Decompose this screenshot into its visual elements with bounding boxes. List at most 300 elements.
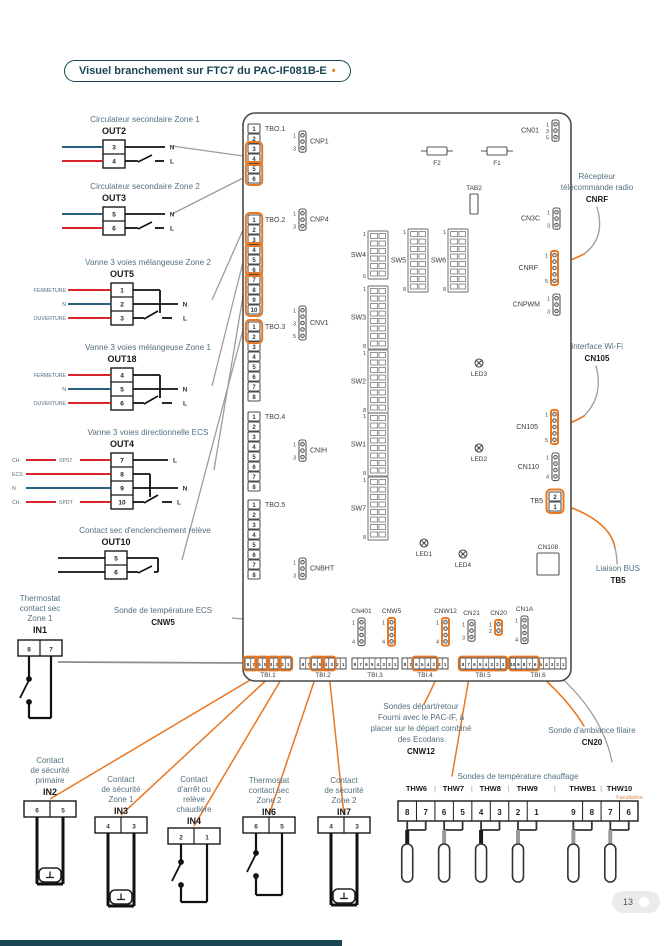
svg-text:2: 2: [179, 834, 183, 842]
svg-text:10: 10: [118, 499, 126, 507]
in-diagram-IN7: [318, 776, 370, 905]
svg-text:de sécurité: de sécurité: [101, 785, 141, 794]
svg-text:5: 5: [252, 455, 256, 461]
in-diagram-IN6: [243, 776, 295, 895]
title-bullet-icon: •: [331, 65, 336, 77]
svg-text:4: 4: [545, 474, 549, 481]
svg-text:6: 6: [252, 268, 256, 274]
svg-text:3: 3: [546, 309, 550, 316]
svg-text:3: 3: [120, 315, 124, 323]
svg-text:2: 2: [553, 495, 557, 501]
svg-text:TAB2: TAB2: [466, 185, 482, 192]
svg-text:1: 1: [488, 622, 492, 629]
svg-text:N: N: [62, 387, 66, 393]
svg-text:|: |: [507, 784, 510, 793]
svg-text:10: 10: [510, 662, 516, 667]
svg-text:TBO.1: TBO.1: [265, 126, 286, 133]
svg-text:SW6: SW6: [430, 257, 446, 265]
svg-text:3: 3: [461, 635, 465, 642]
svg-text:IN4: IN4: [186, 816, 202, 826]
svg-text:8: 8: [405, 808, 410, 817]
svg-text:1: 1: [544, 412, 548, 419]
svg-text:3: 3: [252, 435, 256, 441]
svg-text:IN6: IN6: [261, 807, 277, 817]
svg-text:Contact: Contact: [330, 776, 358, 785]
svg-text:7: 7: [120, 457, 124, 465]
svg-text:Sonde d'ambiance filaire: Sonde d'ambiance filaire: [548, 726, 636, 735]
svg-text:OUT5: OUT5: [109, 269, 135, 279]
svg-text:CH.: CH.: [12, 500, 21, 506]
svg-text:IN7: IN7: [336, 807, 352, 817]
in-diagram-IN3: [95, 775, 147, 906]
svg-text:6: 6: [441, 808, 447, 817]
svg-text:1: 1: [553, 505, 557, 511]
page-number-badge: [612, 891, 660, 913]
svg-text:3: 3: [355, 823, 359, 831]
svg-text:TBO.4: TBO.4: [265, 414, 286, 421]
svg-text:OUVERTURE: OUVERTURE: [33, 401, 66, 407]
out-diagram-OUT5: [34, 258, 212, 325]
svg-text:6: 6: [252, 375, 256, 381]
page-title-text: Visuel branchement sur FTC7 du PAC-IF081B-E: [79, 65, 327, 77]
callout-cnw5: [114, 606, 212, 627]
svg-text:ECS: ECS: [12, 472, 23, 478]
svg-text:3: 3: [252, 523, 256, 529]
in-diagram-IN1: [18, 594, 62, 718]
svg-text:2: 2: [556, 662, 559, 667]
svg-text:1: 1: [546, 210, 550, 217]
svg-text:9: 9: [571, 808, 576, 817]
svg-text:5: 5: [120, 386, 124, 394]
svg-text:3: 3: [292, 573, 296, 580]
svg-text:CNW5: CNW5: [151, 618, 175, 627]
in-diagram-IN2: [24, 756, 76, 884]
svg-text:1: 1: [501, 662, 505, 667]
svg-text:2: 2: [252, 228, 256, 234]
svg-text:CN110: CN110: [517, 463, 539, 471]
svg-text:1: 1: [362, 414, 366, 420]
svg-text:Zone 2: Zone 2: [331, 796, 357, 805]
svg-text:THW8: THW8: [479, 784, 501, 793]
svg-text:L: L: [183, 315, 187, 323]
svg-text:SW5: SW5: [390, 257, 406, 265]
svg-text:Thermostat: Thermostat: [248, 776, 290, 785]
svg-text:IN1: IN1: [32, 625, 48, 635]
svg-text:L: L: [183, 400, 187, 408]
svg-text:8: 8: [252, 485, 256, 491]
svg-text:5: 5: [292, 334, 296, 341]
svg-text:7: 7: [307, 662, 310, 667]
svg-text:2: 2: [336, 662, 339, 667]
svg-text:CNRF: CNRF: [585, 195, 609, 204]
svg-text:des Ecodans: des Ecodans: [397, 735, 445, 744]
svg-text:CN01: CN01: [521, 127, 539, 135]
svg-text:6: 6: [254, 823, 258, 831]
svg-text:1: 1: [362, 351, 366, 357]
svg-text:8: 8: [461, 662, 465, 667]
svg-text:1: 1: [362, 478, 366, 484]
svg-text:4: 4: [514, 637, 518, 644]
svg-text:5: 5: [478, 662, 482, 667]
svg-text:5: 5: [263, 662, 267, 667]
footer-accent-bar: [0, 940, 342, 946]
svg-text:N: N: [169, 144, 175, 152]
svg-text:Contact: Contact: [180, 775, 208, 784]
svg-text:LED3: LED3: [470, 371, 488, 378]
svg-text:CNBHT: CNBHT: [310, 565, 335, 573]
svg-text:Sonde de température ECS: Sonde de température ECS: [113, 606, 213, 615]
svg-text:Zone 2: Zone 2: [256, 796, 282, 805]
svg-text:TBO.2: TBO.2: [265, 217, 286, 224]
out-diagram-OUT3: [62, 182, 200, 235]
svg-text:CN401: CN401: [351, 608, 372, 615]
svg-text:1: 1: [514, 618, 518, 625]
svg-text:4: 4: [478, 808, 484, 817]
svg-text:Liaison BUS: Liaison BUS: [595, 564, 641, 573]
svg-text:CN105: CN105: [584, 354, 610, 363]
svg-text:L: L: [170, 225, 174, 233]
svg-text:THW6: THW6: [405, 784, 428, 793]
svg-text:7: 7: [252, 385, 256, 391]
svg-text:CNP4: CNP4: [310, 216, 329, 224]
svg-text:8: 8: [362, 471, 366, 477]
svg-text:TBO.3: TBO.3: [265, 324, 286, 331]
svg-text:8: 8: [402, 287, 406, 293]
svg-text:SPST: SPST: [59, 458, 73, 464]
svg-text:8: 8: [252, 288, 256, 294]
svg-text:6: 6: [114, 569, 118, 577]
svg-text:TBI.6: TBI.6: [530, 672, 546, 679]
svg-text:4: 4: [545, 662, 548, 667]
svg-text:3: 3: [292, 224, 296, 231]
svg-text:7: 7: [409, 662, 412, 667]
svg-text:4: 4: [484, 662, 488, 667]
svg-text:1: 1: [341, 662, 345, 667]
svg-text:3: 3: [382, 662, 385, 667]
svg-text:1: 1: [120, 287, 124, 295]
svg-text:9: 9: [120, 485, 124, 493]
svg-text:8: 8: [362, 408, 366, 414]
svg-text:1: 1: [435, 620, 439, 627]
svg-text:6: 6: [415, 662, 418, 667]
svg-text:1: 1: [534, 808, 539, 817]
svg-text:TBI.1: TBI.1: [260, 672, 276, 679]
svg-text:THW7: THW7: [442, 784, 465, 793]
svg-text:placer sur le départ combiné: placer sur le départ combiné: [370, 724, 472, 733]
svg-text:6: 6: [626, 808, 631, 817]
svg-text:4: 4: [106, 823, 110, 831]
svg-text:4: 4: [329, 823, 333, 831]
svg-text:OUT3: OUT3: [101, 193, 127, 203]
svg-text:CN20: CN20: [490, 610, 507, 617]
svg-text:8: 8: [353, 662, 357, 667]
svg-text:télécommande radio: télécommande radio: [560, 183, 634, 192]
svg-text:Contact: Contact: [36, 756, 64, 765]
svg-text:1: 1: [292, 133, 296, 140]
svg-text:N: N: [182, 386, 188, 394]
svg-text:TBO.5: TBO.5: [265, 502, 286, 509]
svg-text:1: 1: [351, 620, 355, 627]
svg-text:5: 5: [318, 662, 322, 667]
svg-text:3: 3: [490, 662, 493, 667]
svg-text:CNRF: CNRF: [518, 265, 538, 272]
svg-text:N: N: [169, 211, 175, 219]
svg-text:6: 6: [313, 662, 316, 667]
svg-text:TBI.5: TBI.5: [475, 672, 491, 679]
svg-text:8: 8: [246, 662, 250, 667]
svg-text:LED4: LED4: [454, 562, 472, 569]
svg-text:OUVERTURE: OUVERTURE: [33, 316, 66, 322]
svg-text:3: 3: [292, 455, 296, 462]
svg-text:1: 1: [545, 455, 549, 462]
svg-text:N: N: [62, 302, 66, 308]
svg-text:9: 9: [517, 662, 520, 667]
svg-text:3: 3: [252, 147, 256, 153]
svg-text:5: 5: [545, 135, 549, 142]
svg-text:OUT2: OUT2: [101, 126, 127, 136]
svg-text:de sécurité: de sécurité: [30, 766, 70, 775]
svg-text:Vanne 3 voies mélangeuse Zone: Vanne 3 voies mélangeuse Zone 2: [85, 258, 211, 267]
svg-text:5: 5: [460, 808, 465, 817]
svg-text:TB5: TB5: [610, 576, 626, 585]
out-diagram-OUT2: [62, 115, 200, 168]
svg-text:4: 4: [435, 639, 439, 646]
svg-text:CNV1: CNV1: [310, 320, 329, 327]
svg-text:6: 6: [533, 662, 537, 667]
svg-text:CNW12: CNW12: [434, 608, 457, 615]
svg-text:1: 1: [252, 415, 256, 421]
svg-text:6: 6: [252, 177, 256, 183]
svg-text:7: 7: [49, 646, 53, 654]
page-number: 13: [622, 897, 633, 907]
svg-text:8: 8: [403, 662, 407, 667]
svg-text:TBI.2: TBI.2: [315, 672, 331, 679]
svg-text:CNPWM: CNPWM: [512, 301, 540, 309]
callout-tb5: [596, 564, 640, 585]
svg-text:IN2: IN2: [42, 787, 58, 797]
svg-text:Sondes départ/retour: Sondes départ/retour: [383, 702, 459, 711]
svg-text:8: 8: [252, 573, 256, 579]
callout-cn20: [548, 726, 636, 747]
svg-text:CNW5: CNW5: [381, 608, 402, 615]
svg-text:Fourni avec le PAC-IF, à: Fourni avec le PAC-IF, à: [377, 713, 465, 722]
svg-text:4: 4: [252, 157, 256, 163]
svg-text:3: 3: [275, 662, 278, 667]
svg-text:1: 1: [292, 442, 296, 449]
svg-text:1: 1: [286, 662, 290, 667]
svg-text:4: 4: [376, 662, 380, 667]
svg-text:CNW12: CNW12: [406, 747, 436, 756]
svg-text:N: N: [12, 486, 16, 492]
svg-text:F1: F1: [493, 160, 501, 167]
svg-text:5: 5: [280, 823, 284, 831]
svg-text:8: 8: [120, 471, 124, 479]
svg-text:contact sec: contact sec: [19, 604, 61, 613]
svg-text:8: 8: [301, 662, 305, 667]
svg-text:N: N: [182, 485, 188, 493]
svg-text:2: 2: [438, 662, 441, 667]
svg-text:L: L: [177, 499, 181, 507]
svg-text:THW10: THW10: [606, 784, 633, 793]
svg-text:FERMETURE: FERMETURE: [33, 373, 66, 379]
svg-text:9: 9: [252, 298, 256, 304]
svg-text:4: 4: [381, 639, 385, 646]
svg-text:8: 8: [522, 662, 526, 667]
svg-text:8: 8: [252, 395, 256, 401]
svg-text:CN3C: CN3C: [520, 215, 540, 223]
svg-text:Interface Wi-Fi: Interface Wi-Fi: [570, 342, 624, 351]
svg-text:7: 7: [252, 563, 256, 569]
svg-text:2: 2: [388, 662, 391, 667]
svg-text:6: 6: [252, 465, 256, 471]
svg-text:SPDT: SPDT: [59, 500, 73, 506]
svg-text:3: 3: [330, 662, 333, 667]
svg-text:THW9: THW9: [516, 784, 538, 793]
svg-text:7: 7: [423, 808, 428, 817]
svg-text:relève: relève: [183, 795, 205, 804]
svg-text:Récepteur: Récepteur: [578, 172, 616, 181]
svg-text:3: 3: [112, 144, 116, 152]
svg-text:CN20: CN20: [581, 738, 603, 747]
svg-text:2: 2: [488, 628, 492, 635]
svg-text:2: 2: [252, 137, 256, 143]
svg-text:8: 8: [362, 535, 366, 541]
svg-text:OUT18: OUT18: [107, 354, 137, 364]
svg-text:7: 7: [359, 662, 362, 667]
svg-text:Circulateur secondaire Zone 1: Circulateur secondaire Zone 1: [90, 115, 200, 124]
svg-text:4: 4: [252, 445, 256, 451]
svg-text:CH.: CH.: [12, 458, 21, 464]
svg-text:L: L: [170, 158, 174, 166]
svg-text:4: 4: [252, 248, 256, 254]
svg-text:Circulateur secondaire Zone 2: Circulateur secondaire Zone 2: [90, 182, 200, 191]
svg-text:Zone 1: Zone 1: [27, 614, 53, 623]
out-diagram-OUT18: [34, 343, 212, 410]
svg-text:LED1: LED1: [415, 551, 433, 558]
svg-text:SW4: SW4: [350, 252, 366, 259]
svg-text:SW7: SW7: [350, 505, 366, 513]
svg-text:1: 1: [393, 662, 397, 667]
svg-text:8: 8: [442, 287, 446, 293]
svg-text:1: 1: [381, 620, 385, 627]
svg-text:8: 8: [27, 646, 31, 654]
svg-text:1: 1: [443, 662, 447, 667]
svg-text:6: 6: [112, 225, 116, 233]
svg-text:Facultative: Facultative: [616, 795, 643, 801]
svg-text:3: 3: [132, 823, 136, 831]
svg-text:5: 5: [61, 807, 65, 815]
svg-text:6: 6: [35, 807, 39, 815]
svg-text:3: 3: [546, 223, 550, 230]
svg-text:primaire: primaire: [35, 776, 65, 785]
svg-text:CN21: CN21: [463, 610, 480, 617]
svg-text:5: 5: [252, 258, 256, 264]
svg-text:Contact sec d'enclenchement re: Contact sec d'enclenchement relève: [79, 526, 211, 535]
svg-text:de sécurité: de sécurité: [324, 786, 364, 795]
svg-text:1: 1: [362, 232, 366, 238]
svg-text:3: 3: [252, 238, 256, 244]
svg-text:4: 4: [252, 533, 256, 539]
svg-text:1: 1: [292, 308, 296, 315]
svg-text:4: 4: [120, 372, 124, 380]
svg-text:2: 2: [252, 335, 256, 341]
svg-text:TB5: TB5: [530, 498, 543, 505]
svg-text:CNP1: CNP1: [310, 138, 329, 146]
svg-text:N: N: [182, 301, 188, 309]
svg-text:5: 5: [420, 662, 424, 667]
svg-text:2: 2: [252, 425, 256, 431]
svg-text:5: 5: [544, 438, 548, 445]
svg-text:4: 4: [269, 662, 273, 667]
svg-text:1: 1: [402, 230, 406, 236]
svg-text:Sondes de température chauffag: Sondes de température chauffage: [457, 772, 579, 781]
svg-text:|: |: [600, 784, 603, 793]
svg-text:1: 1: [252, 325, 256, 331]
svg-text:1: 1: [252, 218, 256, 224]
svg-text:5: 5: [539, 662, 543, 667]
svg-text:5: 5: [114, 555, 118, 563]
svg-text:6: 6: [258, 662, 261, 667]
svg-text:7: 7: [252, 475, 256, 481]
svg-text:CN108: CN108: [537, 544, 559, 551]
out-diagram-OUT10: [58, 526, 211, 579]
svg-text:2: 2: [252, 513, 256, 519]
svg-text:IN3: IN3: [113, 806, 129, 816]
svg-text:4: 4: [426, 662, 430, 667]
svg-text:5: 5: [252, 365, 256, 371]
svg-text:LED2: LED2: [470, 456, 488, 463]
svg-text:8: 8: [362, 344, 366, 350]
page-dot-icon: [639, 897, 649, 907]
svg-text:d'arrêt ou: d'arrêt ou: [177, 785, 211, 794]
svg-text:1: 1: [292, 560, 296, 567]
svg-text:1: 1: [362, 287, 366, 293]
svg-text:|: |: [433, 784, 436, 793]
svg-text:3: 3: [545, 128, 549, 135]
svg-text:contact sec: contact sec: [248, 786, 290, 795]
svg-text:3: 3: [497, 808, 502, 817]
svg-text:OUT10: OUT10: [101, 537, 131, 547]
svg-text:6: 6: [252, 553, 256, 559]
svg-text:1: 1: [252, 503, 256, 509]
svg-text:|: |: [553, 784, 556, 793]
svg-text:2: 2: [281, 662, 284, 667]
svg-text:OUT4: OUT4: [109, 439, 135, 449]
svg-text:1: 1: [292, 211, 296, 218]
svg-text:6: 6: [473, 662, 476, 667]
svg-text:6: 6: [365, 662, 368, 667]
svg-text:3: 3: [550, 662, 554, 667]
svg-text:Thermostat: Thermostat: [19, 594, 61, 603]
svg-text:chaudière: chaudière: [176, 805, 212, 814]
svg-text:6: 6: [120, 400, 124, 408]
svg-text:CNIH: CNIH: [310, 447, 328, 455]
svg-text:1: 1: [461, 622, 465, 629]
svg-text:1: 1: [545, 122, 549, 129]
svg-text:1: 1: [546, 296, 550, 303]
svg-text:1: 1: [544, 253, 548, 260]
svg-text:4: 4: [324, 662, 328, 667]
thw-sensor-block: [398, 772, 643, 882]
svg-text:CN1A: CN1A: [515, 606, 534, 613]
out-diagram-OUT4: [12, 428, 209, 509]
svg-text:1: 1: [252, 127, 256, 133]
svg-text:7: 7: [528, 662, 531, 667]
svg-text:4: 4: [112, 158, 116, 166]
svg-text:8: 8: [589, 808, 595, 817]
svg-text:7: 7: [608, 808, 613, 817]
svg-text:Vanne 3 voies directionnelle E: Vanne 3 voies directionnelle ECS: [87, 428, 209, 437]
